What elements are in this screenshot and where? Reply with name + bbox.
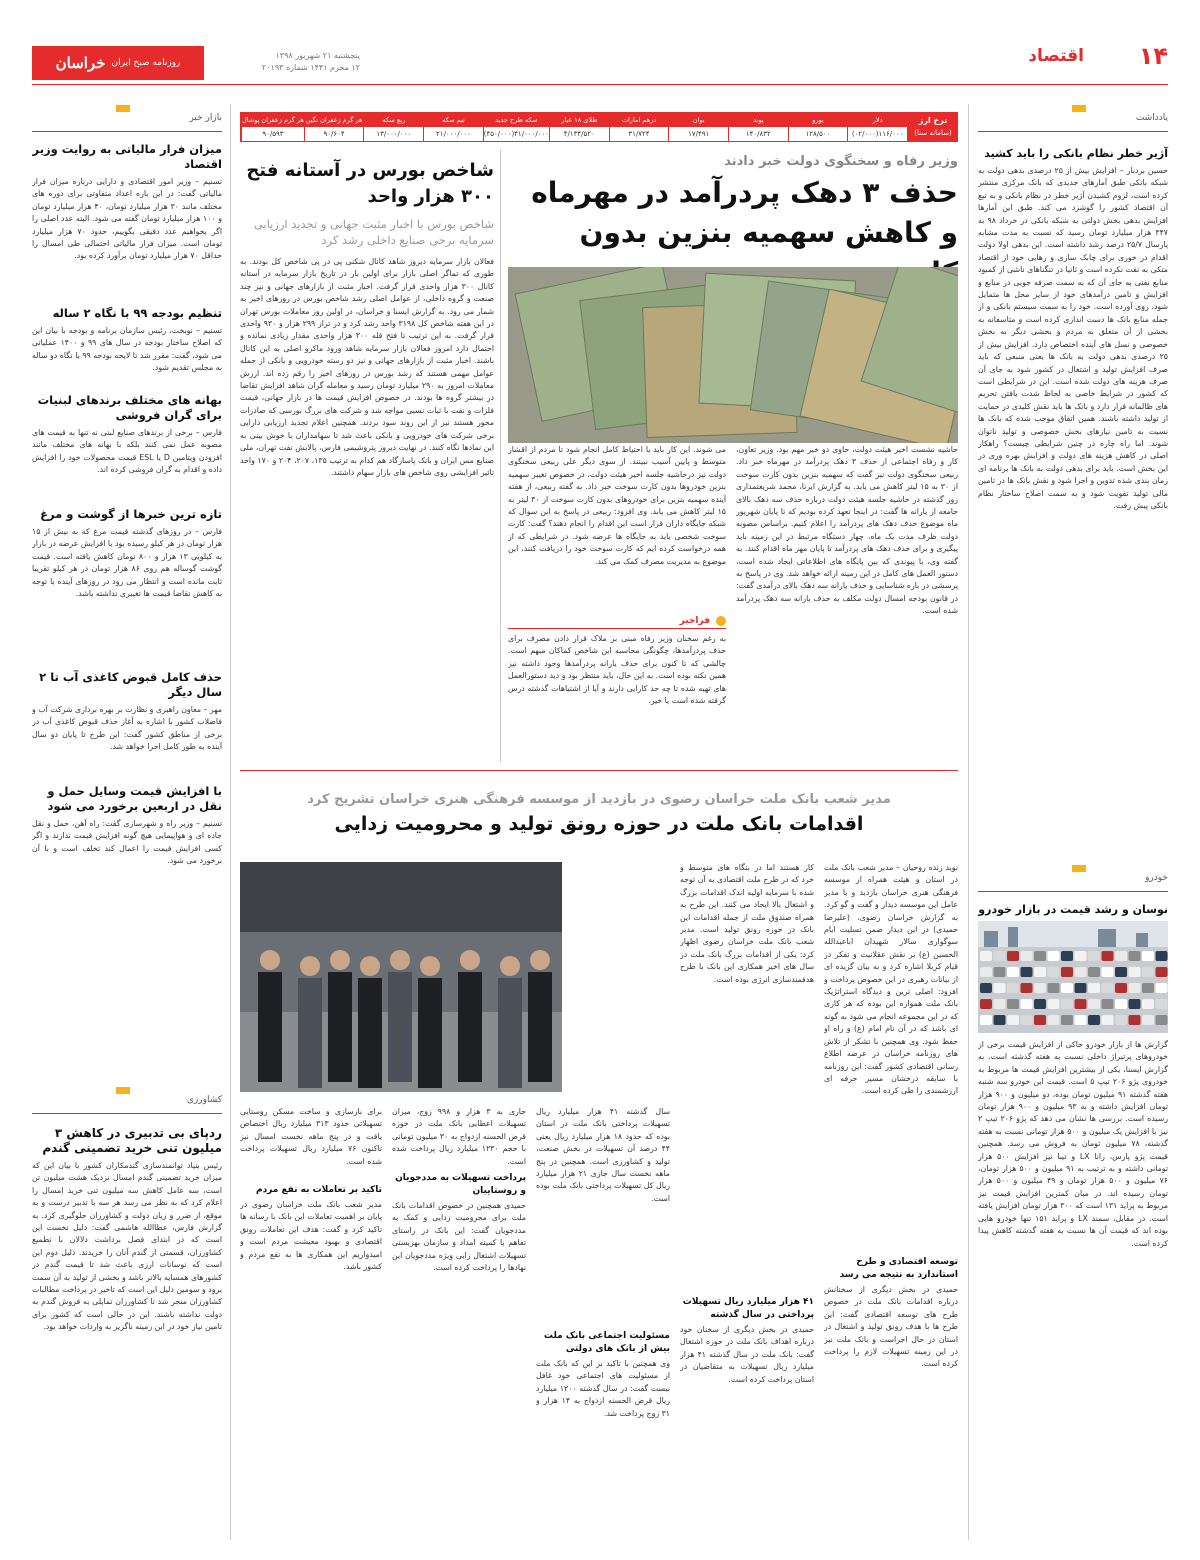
bank-col-1: نوید زنده روحیان – مدیر شعب بانک ملت در استان و هیئت همراه از موسسه فرهنگی هنری خراسان بازدید و با مدیر عامل این موسسه دیدار و گفت و گو کرد. به گزارش خراسان رضوی، (علیرضا حمیدی) در این دیدار ضمن تسلیت ایام سوگواری سالار شهیدان اباعبدالله الحسین (ع) بر نقش عقلانیت و تفکر در قیام کربلا اشاره کرد و به بیان گزیده ای از بیانات رهبری در این خصوص پرداخت و افزود: اصلی ترین و دیدگاه استراتژیک بانک ملت همواره این بوده که هر کاری که در این مجموعه انجام می شود به گونه ای باشد که در آن نام امام (ع) و راه او حفظ شود. وی همچنین با تشکر از تلاش های روزنامه خراسان در عرصه اطلاع رسانی اقتصادی کشور گفت: این روزنامه با سابقه درخشان مسیر حرفه ای ارزشمندی را طی کرده است. توسعه اقتصادی و طرح استاندارد به نتیجه می رسد حمیدی در بخش دیگری از سخنانش درباره اقدامات بانک ملت در خصوص طرح های توسعه اقتصادی گفت: این طرح ها با هدف رونق تولید و اشتغال در استان در حال اجراست و بانک ملت نیز در این زمینه تسهیلات لازم را پرداخت کرده است. bbox=[824, 863, 958, 1369]
rates-table bbox=[240, 112, 958, 142]
car bbox=[1021, 967, 1033, 977]
fara-body: به رغم سخنان وزیر رفاه مبنی بر ملاک قرار دادن مصرف برای حذف پردرآمدها، چگونگی محاسبه این شاخص کماکان مبهم است. چالشی که تا کنون برای حذف یارانه پردرآمدها وجود داشته نیز همین نکته بوده است. به این حال، باید منتظر بود و دید دستورالعمل های تهیه شده تا چه حد کارایی دارند و آیا از اشتباهات گذشته درس گرفته شده است یا خیر. bbox=[508, 634, 726, 706]
rate-label: یوان bbox=[669, 113, 728, 127]
car bbox=[1142, 951, 1154, 961]
car bbox=[1115, 983, 1127, 993]
rate-cell bbox=[728, 113, 788, 141]
rates-grid bbox=[240, 112, 908, 142]
rate-cell bbox=[241, 113, 304, 141]
bank-sub-1: توسعه اقتصادی و طرح استاندارد به نتیجه می رسد bbox=[839, 1257, 958, 1280]
car bbox=[1142, 999, 1154, 1009]
car bbox=[1075, 983, 1087, 993]
section-title: اقتصاد bbox=[1028, 46, 1084, 66]
car bbox=[1156, 951, 1168, 961]
rate-label: هر گرم زعفران نگین bbox=[305, 113, 364, 127]
note-tab-label: یادداشت bbox=[1135, 113, 1168, 123]
car bbox=[1156, 999, 1168, 1009]
person-head bbox=[300, 956, 320, 976]
person-head bbox=[500, 956, 520, 976]
header-rule bbox=[32, 84, 1168, 85]
car bbox=[1034, 951, 1046, 961]
car bbox=[1075, 999, 1087, 1009]
person bbox=[298, 978, 322, 1088]
rate-label: ربع سکه bbox=[364, 113, 423, 127]
car bbox=[1115, 967, 1127, 977]
car bbox=[1021, 983, 1033, 993]
news-item-3[interactable]: بهانه های مختلف برندهای لبنیات برای گران فروشی فارس – برخی از برندهای صنایع لبنی نه تنها به قیمت های مصوبه عمل نمی کنند بلکه با بهانه های مختلف مانند افزودن ویتامین D یا ESL قیمت محصولات خود را افزایش داده و اقدام به گران فروشی کرده اند. bbox=[32, 393, 222, 475]
main-body-left: می شوند. این کار باید با احتیاط کامل انجام شود تا مردم از اقشار متوسط و پایین آسیب نبینند. از سوی دیگر علی ربیعی سخنگوی دولت نیز درحاشیه جلسه اخیر هیئت دولت، در خصوص تغییر سهمیه بنزین خودروها بدون کارت سوخت خبر داد. به گفته ربیعی، از هفته آینده سهمیه بنزین برای خودروهای بدون کارت سوخت از ۳۰ لیتر به ۱۵ لیتر کاهش می یابد. وی افزود: ربیعی در پاسخ به این سوال که شبکه جایگاه داران قرار است این اقدام را انجام دهند؟ گفت: کارت سوخت شخصی باید به جایگاه ها عرضه شود. در شرایطی که از همه درخواست کرده ایم که کارت سوخت خود را دریافت کنند، این موضوع به مدیریت مصرف کمک می کند. bbox=[508, 445, 726, 566]
rate-value: ۱۷/۴۹۱ bbox=[688, 130, 710, 138]
rate-value: ۱۱۶/۰۰۰(۰۲/۰۰۰) bbox=[851, 130, 904, 138]
rate-label: دلار bbox=[848, 113, 907, 127]
rate-value: ۹۰/۵۹۳ bbox=[262, 130, 284, 138]
car bbox=[1075, 967, 1087, 977]
brand-logo: خراسان bbox=[55, 54, 106, 72]
car bbox=[1075, 1015, 1087, 1025]
car bbox=[994, 1015, 1006, 1025]
page-number: ۱۴ bbox=[1138, 42, 1168, 70]
person bbox=[498, 978, 522, 1088]
person-head bbox=[460, 950, 480, 970]
agri-title[interactable]: ردپای بی تدبیری در کاهش ۳ میلیون تنی خرید تضمینی گندم bbox=[42, 1126, 222, 1155]
bank-story bbox=[240, 770, 958, 1540]
car bbox=[1088, 983, 1100, 993]
bank-sub-4: پرداخت تسهیلات به مددجویان و روستاییان bbox=[395, 1173, 526, 1196]
rate-value: ۳۱/۷۲۴ bbox=[628, 130, 650, 138]
person-head bbox=[420, 956, 440, 976]
news-tab-label: بازار خبر bbox=[189, 113, 222, 123]
rate-label: طلای ۱۸ عیار bbox=[550, 113, 609, 127]
right-column bbox=[978, 100, 1168, 1540]
rate-value: ۱۲۸/۵۰۰ bbox=[805, 130, 831, 138]
car bbox=[994, 999, 1006, 1009]
bank-col-2: کار هستند اما در بنگاه های متوسط و خرد که در طرح ملت اقتصادی به آن توجه شده با سرمایه اولیه اندک اقدامات بزرگ و اشتغال بالا ایجاد می کنند. این طرح به همراه صندوق ملت از جمله اقدامات این بانک در حوزه رونق تولید است. مدیر شعب بانک ملت خراسان رضوی اظهار کرد: یکی از اقدامات بزرگ بانک ملت در سال های اخیر همکاری این بانک با طرح هدفمندسازی انرژی بوده است. ۴۱ هزار میلیارد ریال تسهیلات پرداختی در سال گذشته حمیدی در بخش دیگری از سخنان خود درباره اهداف بانک ملت در حوزه اشتغال گفت: بانک ملت در سال گذشته ۴۱ هزار میلیارد ریال تسهیلات به متقاضیان در استان پرداخت کرده است. bbox=[680, 863, 814, 1384]
car bbox=[1129, 999, 1141, 1009]
car bbox=[1061, 951, 1073, 961]
car bbox=[1048, 951, 1060, 961]
car bbox=[1088, 967, 1100, 977]
bank-title[interactable]: اقدامات بانک ملت در حوزه رونق تولید و محرومیت زدایی bbox=[334, 813, 864, 835]
tab-mark bbox=[1072, 105, 1086, 112]
car bbox=[1048, 999, 1060, 1009]
car bbox=[1061, 967, 1073, 977]
car bbox=[1048, 1015, 1060, 1025]
car bbox=[1021, 999, 1033, 1009]
auto-title: نوسان و رشد قیمت در بازار خودرو bbox=[978, 903, 1168, 916]
rate-label: نیم سکه bbox=[424, 113, 483, 127]
rate-cell bbox=[363, 113, 423, 141]
money-photo bbox=[508, 267, 958, 443]
bourse-body: فعالان بازار سرمایه دیروز شاهد کانال شکنی پی در پی شاخص کل بودند. به طوری که تماگر اصلی بازار برای اولین بار در تاریخ بازار سرمایه در آستانه کانال ۳۰۰ هزار واحدی قرار گرفت. اخبار مثبت از بازارهای جهانی و نیز چند صنعت و گروه داخلی، از عوامل اصلی رشد شاخص بورس در روزهای اخیر به شمار می رود. به گزارش ایسنا و خراسان، در اولین روز معاملات بورس تهران در این هفته شاخص کل ۳۱۹۸ واحد رشد کرد و در تراز ۲۹۹ هزار و ۹۳۰ واحدی قرار گرفت. به این ترتیب تا فتح قله ۳۰۰ هزار واحدی مقدار زیادی نمانده و احتمال دارد امروز فعالان بازار سرمایه شاهد ورود ماکرو اصلی به این کانال باشند. اخبار مثبت از بازارهای جهانی و نیز دو رسته خودرویی و بانکی از جمله عوامل مهمی هستند که رشد بورس در روزهای اخیر را رقم زده اند. ارزش معاملات امروز به ۲۹۰ میلیارد تومان رسید و معامله گران شاهد افزایش تقاضا در بیشتر گروه ها بودند. در خصوص افزایش قیمت ها در بازار جهانی، قیمت فلزات و نفت با ثبات نسبی مواجه شد و شرکت های بزرگ بورسی که صادرات محور هستند نیز از این روند سود بردند. همچنین اعلام تجدید ارزیابی دارایی برخی شرکت های خودرویی و بانکی باعث شد تا سهامداران با خوش بینی به این نمادها نگاه کنند. در نهایت دیروز پتروشیمی فارس، پالایش نفت تهران، ملی صنایع مس ایران و بانک پاسارگاد هم کدام به ترتیب ۱۳۵، ۲۰۷، ۲۰۴ و ۱۷۰ واحد تاثیر افزایشی روی شاخص های بازار سهام داشتند. bbox=[240, 257, 494, 477]
car bbox=[994, 951, 1006, 961]
brand-sub: روزنامه صبح ایران bbox=[111, 58, 181, 68]
person bbox=[258, 972, 282, 1082]
rate-cell bbox=[788, 113, 848, 141]
fara-title: فراخبر bbox=[679, 616, 710, 626]
auto-tab-label: خودرو bbox=[1145, 873, 1168, 883]
rate-cell bbox=[668, 113, 728, 141]
masthead bbox=[32, 40, 1168, 86]
car bbox=[1102, 951, 1114, 961]
car bbox=[1142, 983, 1154, 993]
agri-tab bbox=[32, 1092, 222, 1114]
bank-visit-photo bbox=[240, 862, 562, 1092]
car bbox=[1115, 1015, 1127, 1025]
bank-sub-3: مسئولیت اجتماعی بانک ملت بیش از بانک های دولتی bbox=[543, 1331, 670, 1354]
car bbox=[980, 999, 992, 1009]
person bbox=[358, 978, 382, 1088]
rate-cell bbox=[847, 113, 907, 141]
car bbox=[1102, 967, 1114, 977]
agri-body: رئیس بنیاد توانمندسازی گندمکاران کشور با بیان این که میزان خرید تضمینی گندم امسال نزدیک هشت میلیون تن است، سه عامل کاهش سه میلیون تنی خرید امسال را اعلام کرد که به نظر می رسد هر سه با تدبیر درست و به موقع، از ضرر و زیان دولت و کشاورزان جلوگیری کرد. به گزارش فارس، عطاالله هاشمی گفت: دلیل نخست این است که در ابتدای فصل برداشت دلالان با تطمیع کشاورزان، قسمتی از گندم آنان را خریدند. دلیل دوم این است که نوسانات ارزی باعث شد تا قیمت گندم در کشورهای همسایه بالاتر باشد و بخشی از تولید به آن سمت برود و سومین دلیل این است که تاخیر در پرداخت مطالبات کشاورزان منجر شد تا کشاورزان تمایلی به فروش گندم به دولت نداشته باشند. این در حالی است که کشور برای تامین نیاز خود در این زمینه ناگزیر به واردات خواهد بود. bbox=[32, 1161, 222, 1332]
bank-col-4: جاری به ۳ هزار و ۹۹۸ زوج، میزان تسهیلات اعطایی بانک ملت در حوزه قرض الحسنه ازدواج به ۳۰ میلیون تومانی با حجم ۱۲۳۰ میلیارد ریال پرداخت شده است. پرداخت تسهیلات به مددجویان و روستاییان حمیدی همچنین در خصوص اقدامات بانک ملت برای محرومیت زدایی و کمک به مددجویان گفت: این بانک در راستای تفاهم با کمیته امداد و سازمان بهزیستی تسهیلات اشتغال زایی ویژه مددجویان این نهادها را پرداخت کرده است. bbox=[392, 1107, 526, 1273]
person-head bbox=[390, 950, 410, 970]
bank-sub-5: تاکید بر تعاملات به نفع مردم bbox=[255, 1185, 382, 1195]
rate-value: ۱۳/۰۰۰/۰۰۰ bbox=[376, 130, 412, 138]
bourse-subtitle: شاخص بورس با اخبار مثبت جهانی و تجدید ارزیابی سرمایه برخی صنایع داخلی رشد کرد bbox=[253, 217, 494, 247]
agri-tab-label: کشاورزی bbox=[186, 1095, 222, 1105]
car bbox=[1115, 951, 1127, 961]
brand-box[interactable] bbox=[32, 46, 204, 80]
issue-date: پنجشنبه ۲۱ شهریور ۱۳۹۸ ۱۲ محرم ۱۴۴۱ شماره ۲۰۱۹۳ bbox=[261, 51, 360, 72]
main-kicker: وزیر رفاه و سخنگوی دولت خبر دادند bbox=[724, 154, 958, 169]
note-title: آژیر خطر نظام بانکی را باید کشید bbox=[984, 147, 1168, 160]
person bbox=[418, 978, 442, 1088]
car bbox=[1007, 951, 1019, 961]
fara-box bbox=[508, 616, 726, 766]
car bbox=[1007, 999, 1019, 1009]
car bbox=[994, 967, 1006, 977]
car bbox=[1129, 951, 1141, 961]
car bbox=[1034, 983, 1046, 993]
car bbox=[1156, 967, 1168, 977]
person bbox=[328, 972, 352, 1082]
rate-value: ۴۱/۰۰۰/۰۰۰(۴۵۰/۰۰۰) bbox=[483, 130, 549, 138]
auto-tab bbox=[978, 870, 1168, 892]
person-head bbox=[530, 950, 550, 970]
car bbox=[1142, 1015, 1154, 1025]
left-column bbox=[32, 100, 222, 1540]
bourse-title[interactable]: شاخص بورس در آستانه فتح ۳۰۰ هزار واحد bbox=[246, 160, 494, 207]
note-body: حسین بردبار – افزایش بیش از ۲۵ درصدی بدهی دولت به شبکه بانکی طبق آمارهای جدیدی که بانک مرکزی منتشر کرده است، لزوم کشیدن آژیر خطر در نظام بانکی و به تبع آن اقتصاد کشور را گوشزد می کند. طبق این آمارها افزایش بدهی بخش دولتی به شبکه بانکی در خرداد ۹۸ به ۳۴۷ هزار میلیارد تومان رسید که نسبت به مدت مشابه پارسال ۲۵/۷ درصد رشد داشته است. این بدهی اولا دولت اقدام در خوری برای چابک سازی و رهایی خود از اقتصاد متکی به نفت نکرده است و ثانیا در تنگناهای ناشی از کمبود منابع نفتی به جای آن که به سمت صرفه جویی در منابع و افزایش و تامین درآمدهای خود از سایر محل ها متمایل شود، روی آورده است. خود را به سمت سیستم بانکی و از جمله منابع بانک ها دست اندازی کرده است و متاسفانه به بخشی از آن متعلق به مردم و بخشی دیگر به بخش خصوصی و نسل های آینده اختصاص دارد. افزایش بیش از ۲۵ درصدی بدهی دولت به بانک ها یعنی منبعی که باید صرف افزایش تولید و اشتغال در کشور شود به جای آن صرف هزینه های دولت شده است. این در شرایطی است که کشور در شرایط خاصی به لحاظ شدت یافتن تحریم های ظالمانه قرار دارد و بانک ها باید نقش کلیدی در حمایت از تولید داشته باشند. همین اتفاق موجب شده که بانک ها نسبت به تامین نیازهای بخش خصوصی و تولید ناتوان شوند. اما راه چاره در چنین شرایطی چیست؟ راهکار اصلی در کاهش هزینه های دولت و افزایش بهره وری در این بخش است. باید برای بدهی دولت به بانک ها برنامه ای زمان بندی شده تدوین و اجرا شود و نقش بانک ها در تامین مالی تولید تقویت شود و به سمت اصلاح ساختار نظام بانکی پیش رفت. bbox=[978, 166, 1168, 510]
bank-kicker: مدیر شعب بانک ملت خراسان رضوی در بازدید از موسسه فرهنگی هنری خراسان تشریح کرد bbox=[307, 792, 891, 807]
car bbox=[1088, 951, 1100, 961]
news-item-6[interactable]: با افزایش قیمت وسایل حمل و نقل در اربعین برخورد می شود تسنیم – وزیر راه و شهرسازی گفت: راه آهن، حمل و نقل جاده ای و هواپیمایی هیچ گونه افزایش قیمت ندارند و اگر کسی افزایش قیمت را اعمال کند تخلف است و با آن برخورد می شود. bbox=[32, 784, 222, 866]
rate-cell bbox=[549, 113, 609, 141]
rate-value: ۱۴۰/۸۳۲ bbox=[745, 130, 771, 138]
car bbox=[1129, 967, 1141, 977]
car-lot-photo bbox=[978, 921, 1168, 1033]
car bbox=[1088, 999, 1100, 1009]
auto-body: گزارش ها از بازار خودرو حاکی از افزایش قیمت برخی از خودروهای پرتیراژ داخلی نسبت به هفته گذشته است. به گزارش ایسنا، یکی از بیشترین افزایش قیمت ها مربوط به خودروی پژو ۲۰۶ تیپ ۵ است. قیمت این خودرو سه شنبه هفته گذشته ۹۱ میلیون تومان بوده، دو میلیون و ۹۰۰ هزار تومان افزایش داشته و به ۹۳ میلیون و ۹۰۰ هزار تومان رسیده است. بررسی ها نشان می دهد که پژو ۲۰۶ تیپ ۲ نیز با افزایش یک میلیون و ۵۰۰ هزار تومانی نسبت به هفته گذشته، ۷۸ میلیون تومان به فروش می رسد. همچنین قیمت پژو پارس، رانا LX و تیبا نیز افزایش ۵۰۰ هزار تومانی داشته و به ترتیب به ۹۱ میلیون و ۵۰۰ هزار تومان، ۷۶ میلیون و ۵۰۰ هزار تومان و ۴۹ میلیون و ۵۰۰ هزار تومان رسیده اند. در میان کمترین افزایش قیمت نیز مربوط به پراید ۱۳۱ است که ۳۰۰ هزار تومان افزایش یافته است. در مقابل، سمند LX و پراید ۱۵۱ تنها خودرو هایی بوده اند که قیمت آن ها نسبت به هفته گذشته کاهش پیدا کرده است. bbox=[978, 1040, 1168, 1248]
person-head bbox=[260, 950, 280, 970]
rates-title-cell: نرخ ارز (سامانه سنا) bbox=[908, 112, 958, 142]
car bbox=[1061, 983, 1073, 993]
bourse-story bbox=[240, 150, 494, 762]
news-item-2[interactable]: تنظیم بودجه ۹۹ با نگاه ۲ ساله تسنیم – نوبخت، رئیس سازمان برنامه و بودجه با بیان این که اصلاح ساختار بودجه در سال های ۹۹ و ۱۴۰۰ عملیاتی می شود، گفت: مقرر شد تا لایحه بودجه ۹۹ با نگاه دو ساله به مجلس تقدیم شود. bbox=[32, 306, 222, 373]
car bbox=[1061, 999, 1073, 1009]
note-tab bbox=[978, 110, 1168, 132]
car bbox=[1048, 983, 1060, 993]
car bbox=[1021, 1015, 1033, 1025]
car bbox=[1102, 983, 1114, 993]
car bbox=[1034, 967, 1046, 977]
car bbox=[1142, 967, 1154, 977]
car bbox=[1115, 999, 1127, 1009]
rate-label: هر گرم زعفران پوشال bbox=[242, 113, 304, 127]
news-item-1[interactable]: میزان فرار مالیاتی به روایت وزیر اقتصاد تسنیم – وزیر امور اقتصادی و دارایی درباره میزان فرار مالیاتی گفت: در این باره اعداد متفاوتی برای دوره های مختلف مانند ۳۰ هزار میلیارد تومان، ۴۰ هزار میلیارد تومان و ۱۰۰ هزار میلیارد تومان گفته می شود. البته عدد اصلی را اگر بخواهیم عدد دقیقی بگوییم، حدود ۷۰ هزار میلیارد تومان است. میزان فرار مالیاتی احتمالی طی امسال را حداقل ۷۰ هزار میلیارد تومان برآورد کرده بود. bbox=[32, 142, 222, 261]
news-item-5[interactable]: حذف کامل قبوض کاغذی آب تا ۲ سال دیگر مهر – معاون راهبری و نظارت بر بهره برداری شرکت آب و فاضلاب کشور با اشاره به آغاز حذف قبوض کاغذی آب در برخی از مناطق کشور گفت: این طرح تا پایان دو سال آینده به طور کامل اجرا خواهد شد. bbox=[32, 670, 222, 752]
rate-cell bbox=[609, 113, 669, 141]
car bbox=[1129, 1015, 1141, 1025]
main-body-right: حاشیه نشست اخیر هیئت دولت، حاوی دو خبر مهم بود. وزیر تعاون، کار و رفاه اجتماعی از حذف ۳ دهک پردرآمد در مهرماه خبر داد. ربیعی سخنگوی دولت نیز گفت که سهمیه بنزین بدون کارت سوخت از ۳۰ به ۱۵ لیتر کاهش می یابد. به گزارش ایرنا، محمد شریعتمداری روز گذشته در حاشیه جلسه هیئت دولت درباره حذف سه دهک بالای جامعه از یارانه ها گفت: در اینجا تعهد کرده بودیم که تا پایان شهریور ماه موضوع حذف دهک های پردرآمد را اعلام کنیم. براساس مصوبه دولت ظرف مدت یک ماه، چهار دستگاه مرتبط در این زمینه باید پیگیری و برای حذف دهک های پردرآمد تا پایان مهر ماه اقدام کنند. به گفته وی، با پیوندی که بین پایگاه های اطلاعاتی ایجاد شده است، دستور العمل های کامل در این زمینه ارائه خواهد شد. وی در پاسخ به پرسشی در باره شناسایی و حذف یارانه سه دهک بالای درآمدی گفت: در قانون بودجه امسال دولت مکلف به حذف یارانه سه دهک پردرآمد شده است. bbox=[736, 445, 958, 616]
rate-cell bbox=[483, 113, 549, 141]
car bbox=[1102, 1015, 1114, 1025]
bank-col-5: برای بازسازی و ساخت مسکن روستایی تسهیلاتی حدود ۳۱۳ میلیارد ریال اختصاص یافت و در پنج ماهه نخست امسال نیز تاکنون ۷۶ میلیارد ریال تسهیلات پرداخت شده است. تاکید بر تعاملات به نفع مردم مدیر شعب بانک ملت خراسان رضوی در پایان بر اهمیت تعاملات این بانک با رسانه ها تاکید کرد و گفت: هدف این تعاملات رونق اقتصادی و بهبود معیشت مردم است و امیدواریم این همکاری ها به نفع مردم و کشور باشد. bbox=[240, 1107, 382, 1272]
car bbox=[1007, 983, 1019, 993]
rate-value: ۹۰/۶۰۴ bbox=[323, 130, 345, 138]
person bbox=[388, 972, 412, 1082]
car bbox=[1061, 1015, 1073, 1025]
person-head bbox=[360, 956, 380, 976]
rate-value: ۴/۱۳۴/۵۲۰ bbox=[563, 130, 595, 138]
person-head bbox=[330, 950, 350, 970]
car bbox=[1007, 967, 1019, 977]
car bbox=[1156, 983, 1168, 993]
rate-value: ۲۱/۰۰۰/۰۰۰ bbox=[436, 130, 471, 138]
car bbox=[1034, 999, 1046, 1009]
rate-label: درهم امارات bbox=[610, 113, 669, 127]
car bbox=[980, 951, 992, 961]
car bbox=[1048, 967, 1060, 977]
car bbox=[1088, 1015, 1100, 1025]
news-item-4[interactable]: تازه ترین خبرها از گوشت و مرغ فارس – در روزهای گذشته قیمت مرغ که به بیش از ۱۵ هزار تومان در هر کیلو رسیده بود با افزایش عرضه در بازار به کیلویی ۱۳ هزار و ۸۰۰ تومان کاهش یافته است. قیمت گوشت گوساله هم روی ۸۶ هزار تومان در هر کیلو تقریبا ثابت مانده است و انتظار می رود در روزهای آینده با توجه به کاهش تقاضا قیمت ها تغییری نداشته باشد. bbox=[32, 507, 222, 599]
car bbox=[980, 1015, 992, 1025]
bank-col-3: سال گذشته ۴۱ هزار میلیارد ریال تسهیلات پرداختی بانک ملت در استان بوده که حدود ۱۸ هزار میلیارد ریال یعنی ۴۴ درصد آن تسهیلات در بخش صنعت، تولید و کشاورزی است. همچنین در پنج ماهه نخست سال جاری ۲۱ هزار میلیارد ریال کل تسهیلات پرداختی بانک ملت بوده است. مسئولیت اجتماعی بانک ملت بیش از بانک های دولتی وی همچنین با تاکید بر این که بانک ملت از مسئولیت های اجتماعی خود غافل نیست گفت: در سال گذشته ۱۲۰۰ میلیارد ریال قرض الحسنه ازدواج به ۱۴ هزار و ۳۱ زوج پرداخت شد. bbox=[536, 1107, 670, 1418]
rate-cell bbox=[304, 113, 364, 141]
car bbox=[1102, 999, 1114, 1009]
car bbox=[994, 983, 1006, 993]
fara-icon bbox=[716, 616, 726, 626]
rate-label: سکه طرح جدید bbox=[484, 113, 549, 127]
bank-sub-2: ۴۱ هزار میلیارد ریال تسهیلات پرداختی در سال گذشته bbox=[682, 1297, 814, 1320]
rate-cell bbox=[423, 113, 483, 141]
rate-label: یورو bbox=[789, 113, 848, 127]
main-title[interactable]: حذف ۳ دهک پردرآمد در مهرماه و کاهش سهمیه بنزین بدون bbox=[531, 176, 958, 249]
car bbox=[1075, 951, 1087, 961]
news-tab bbox=[32, 110, 222, 132]
car bbox=[980, 967, 992, 977]
car bbox=[1034, 1015, 1046, 1025]
person bbox=[528, 972, 552, 1082]
main-story bbox=[508, 150, 958, 770]
car bbox=[1007, 1015, 1019, 1025]
car bbox=[1021, 951, 1033, 961]
rate-label: پوند bbox=[729, 113, 788, 127]
car bbox=[980, 983, 992, 993]
person bbox=[458, 972, 482, 1082]
car bbox=[1156, 1015, 1168, 1025]
car bbox=[1129, 983, 1141, 993]
